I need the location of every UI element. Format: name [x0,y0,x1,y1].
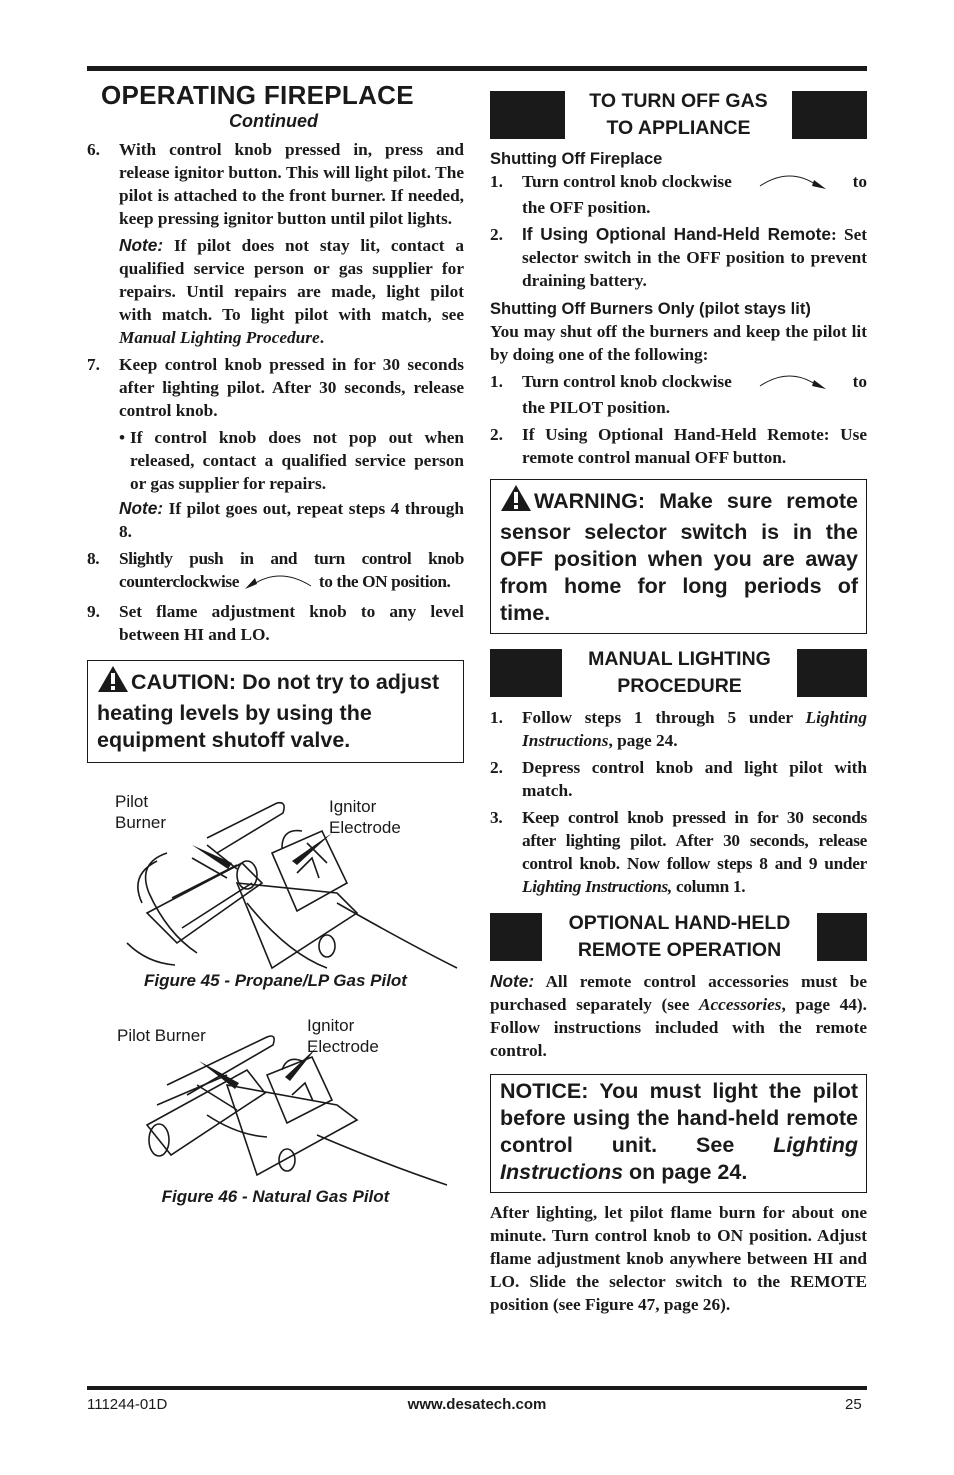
off-step-1: 1. Turn control knob clockwise to the OFF position. [490,172,867,217]
natural-gas-pilot-illustration [87,1015,464,1187]
left-column [87,80,464,1207]
manual-step-2: 2. Depress control knob and light pilot with match. [490,758,867,800]
subheading-shutting-off-burners: Shutting Off Burners Only (pilot stays lit) [490,300,811,318]
warning-triangle-icon [97,665,129,700]
manual-step-3: 3. Keep control knob pressed in for 30 seconds after lighting pilot. After 30 seconds, release control knob. Now follow steps 8 and 9 under Lighting Instructions, column 1. [490,808,867,896]
step-7-bullet: • If control knob does not pop out when released, contact a qualified service person or gas supplier for repairs. [119,428,464,493]
warning-triangle-icon [500,484,532,519]
fig45-label-pilot: Pilot Burner [115,792,167,832]
step-8: 8. Slightly push in and turn control knob counterclockwise to the ON position. [87,547,464,596]
footer-website[interactable]: www.desatech.com [407,1396,547,1413]
propane-pilot-illustration [87,783,464,971]
figure-45 [87,783,464,971]
page-title: OPERATING FIREPLACE [101,80,414,110]
page-subtitle: Continued [229,111,318,131]
manual-step-1: 1. Follow steps 1 through 5 under Lighting Instructions, page 24. [490,708,867,750]
warning-text: WARNING: Make sure remote sensor selector switch is in the OFF position when you are away from home for long periods of time. [500,489,858,625]
shutting-off-burners-intro: You may shut off the burners and keep the pilot lit by doing one of the following: [490,322,867,364]
step-6-note: Note: If pilot does not stay lit, contact a qualified service person or gas supplier for repairs. Until repairs are made, light pilot with match. To light pilot with match, see Manual Lighting Procedure. [119,235,464,347]
step-7-note: Note: If pilot goes out, repeat steps 4 through 8. [119,498,464,541]
after-lighting-paragraph: After lighting, let pilot flame burn for about one minute. Turn control knob to ON position. Adjust flame adjustment knob anywhere between HI and LO. Slide the selector switch to the REMOTE position (see Figure 47, page 26). [490,1203,867,1314]
lighting-instructions-link[interactable]: Lighting Instructions, [522,877,672,896]
burners-step-2: 2. If Using Optional Hand-Held Remote: Use remote control manual OFF button. [490,425,867,467]
counterclockwise-arrow-icon [243,570,315,596]
off-step-2: 2. If Using Optional Hand-Held Remote: Set selector switch in the OFF position to prevent draining battery. [490,224,867,290]
section-header-remote-operation: OPTIONAL HAND-HELD REMOTE OPERATION [490,910,867,964]
top-rule [87,66,867,71]
step-6: 6. With control knob pressed in, press and release ignitor button. This will light pilot. The pilot is attached to the front burner. If needed, keep pressing ignitor button until pilot lights. [87,140,464,228]
right-column [490,88,867,1316]
clockwise-arrow-icon [756,170,828,196]
clockwise-arrow-icon [756,370,828,396]
figure-45-caption: Figure 45 - Propane/LP Gas Pilot [144,971,407,990]
manual-lighting-link[interactable]: Manual Lighting Procedure [119,328,320,347]
figure-46-caption: Figure 46 - Natural Gas Pilot [161,1187,390,1206]
lighting-instructions-link[interactable]: Lighting Instructions [500,1133,858,1184]
bottom-rule [87,1386,867,1390]
fig46-label-ignitor: Ignitor Electrode [307,1016,379,1056]
footer-part-number: 111244-01D [87,1396,168,1413]
burners-step-1: 1. Turn control knob clockwise to the PILOT position. [490,372,867,417]
lighting-instructions-link[interactable]: Lighting Instructions [522,708,867,750]
step-9: 9. Set flame adjustment knob to any level between HI and LO. [87,602,464,644]
footer-page-number: 25 [845,1396,862,1413]
remote-note: Note: All remote control accessories must be purchased separately (see Accessories, page 44). Follow instructions included with the remote control. [490,971,867,1060]
warning-box [490,479,867,634]
caution-box [87,660,464,763]
figure-46 [87,1015,464,1187]
subheading-shutting-off-fireplace: Shutting Off Fireplace [490,150,663,168]
fig46-label-pilot: Pilot Burner [117,1026,206,1045]
section-header-turn-off-gas: TO TURN OFF GAS TO APPLIANCE [490,88,867,142]
step-7: 7. Keep control knob pressed in for 30 seconds after lighting pilot. After 30 seconds, release control knob. [87,355,464,420]
caution-text: CAUTION: Do not try to adjust heating levels by using the equipment shutoff valve. [97,670,440,752]
section-header-manual-lighting: MANUAL LIGHTING PROCEDURE [490,646,867,700]
fig45-label-ignitor: Ignitor Electrode [329,797,401,837]
accessories-link[interactable]: Accessories [698,995,782,1014]
notice-box: NOTICE: You must light the pilot before using the hand-held remote control unit. See Lighting Instructions on page 24. [490,1074,867,1193]
